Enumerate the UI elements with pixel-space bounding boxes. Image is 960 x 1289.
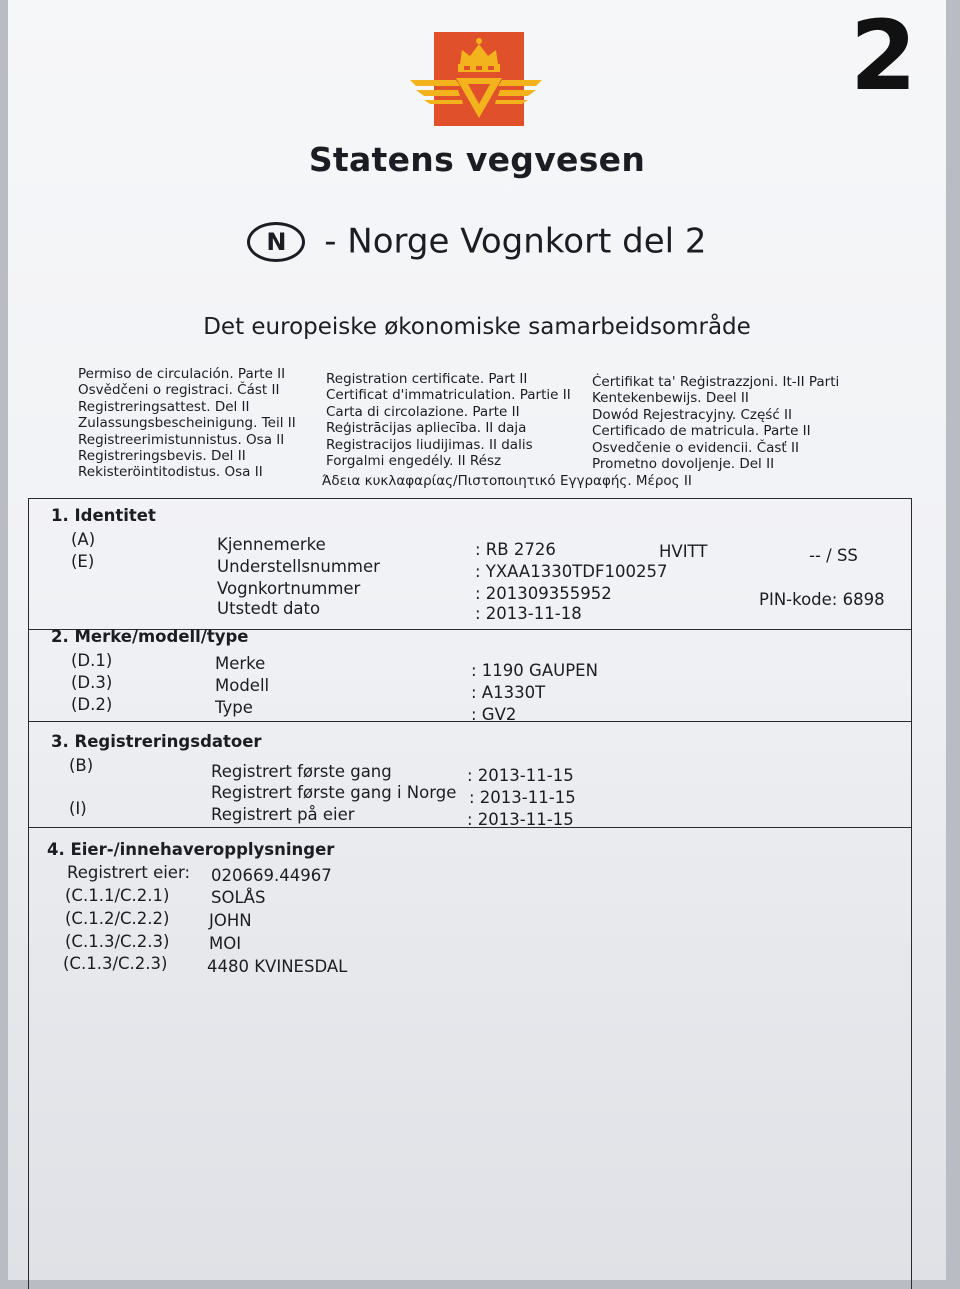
section-merke-title: 2. Merke/modell/type xyxy=(51,627,249,646)
label-modell: Modell xyxy=(215,676,270,695)
value-registrert-pa-eier: : 2013-11-15 xyxy=(467,810,574,829)
field-code: (C.1.1/C.2.1) xyxy=(65,886,170,905)
value-color: HVITT xyxy=(659,542,708,561)
language-line: Forgalmi engedély. II Rész xyxy=(326,453,502,470)
language-column-1 xyxy=(78,366,296,481)
language-line: Ċertifikat ta' Reġistrazzjoni. It-II Parti xyxy=(592,374,840,390)
language-line: Registracijos liudijimas. II dalis xyxy=(326,436,533,453)
label-registrert-eier: Registrert eier: xyxy=(67,863,191,882)
document-title xyxy=(8,220,946,262)
section-identitet-title: 1. Identitet xyxy=(51,506,156,525)
field-code: (E) xyxy=(71,552,95,571)
language-line: Certificado de matricula. Parte II xyxy=(592,423,811,440)
field-code: (D.2) xyxy=(71,695,113,714)
label-utstedt-dato: Utstedt dato xyxy=(217,599,321,618)
value-modell: : A1330T xyxy=(471,683,546,702)
language-line: Registreerimistunnistus. Osa II xyxy=(78,431,285,448)
country-code-badge: N xyxy=(247,222,305,262)
value-vognkortnummer: : 201309355952 xyxy=(475,584,612,603)
language-line: Zulassungsbescheinigung. Teil II xyxy=(78,415,296,432)
section-registreringsdatoer-title: 3. Registreringsdatoer xyxy=(51,732,262,751)
value-owner-id: 020669.44967 xyxy=(211,866,332,885)
registration-form xyxy=(28,498,912,1289)
label-registrert-forste-gang: Registrert første gang xyxy=(211,762,392,781)
field-code: (C.1.2/C.2.2) xyxy=(65,909,170,928)
label-understellsnummer: Understellsnummer xyxy=(217,557,380,576)
language-line: Osvědčeni o registraci. Část II xyxy=(78,382,280,399)
label-registrert-forste-gang-norge: Registrert første gang i Norge xyxy=(211,783,457,802)
language-line: Registreringsbevis. Del II xyxy=(78,448,246,465)
field-code: (D.1) xyxy=(71,651,113,670)
value-first-name: JOHN xyxy=(209,911,252,930)
language-line: Rekisteröintitodistus. Osa II xyxy=(78,464,263,481)
value-kjennemerke: : RB 2726 xyxy=(475,540,556,559)
eea-subtitle: Det europeiske økonomiske samarbeidsområde xyxy=(203,314,751,340)
value-type: : GV2 xyxy=(471,705,517,724)
label-merke: Merke xyxy=(215,654,266,673)
language-line: Dowód Rejestracyjny. Część II xyxy=(592,406,792,423)
language-line: Registration certificate. Part II xyxy=(326,371,528,387)
language-line: Reģistrācijas apliecība. II daja xyxy=(326,420,527,437)
value-registrert-forste-gang-norge: : 2013-11-15 xyxy=(469,788,576,807)
language-line: Carta di circolazione. Parte II xyxy=(326,403,520,420)
section-divider xyxy=(29,827,911,828)
language-line-greek: Άδεια κυκλαφαρίας/Πιστοποιητικό Εγγραφής. Μέρος II xyxy=(322,473,692,489)
field-code: (A) xyxy=(71,530,96,549)
field-code: (C.1.3/C.2.3) xyxy=(65,932,170,951)
value-pin-code: PIN-kode: 6898 xyxy=(759,590,885,609)
field-code: (D.3) xyxy=(71,673,113,692)
document-part-number: 2 xyxy=(850,0,917,112)
label-type: Type xyxy=(215,698,253,717)
language-column-3 xyxy=(592,374,839,472)
value-utstedt-dato: : 2013-11-18 xyxy=(475,604,582,623)
vehicle-registration-document xyxy=(8,0,946,1280)
language-line: Osvedčenie o evidencii. Časť II xyxy=(592,439,799,456)
language-line: Permiso de circulación. Parte II xyxy=(78,366,286,382)
field-code: (B) xyxy=(69,756,94,775)
document-title-text: - Norge Vognkort del 2 xyxy=(324,221,707,262)
language-line: Kentekenbewijs. Deel II xyxy=(592,390,749,407)
value-merke: : 1190 GAUPEN xyxy=(471,661,598,680)
label-vognkortnummer: Vognkortnummer xyxy=(217,579,361,598)
value-understellsnummer: : YXAA1330TDF100257 xyxy=(475,562,668,581)
language-line: Prometno dovoljenje. Del II xyxy=(592,456,775,473)
language-line: Registreringsattest. Del II xyxy=(78,398,250,415)
language-column-2 xyxy=(326,371,571,469)
language-line: Certificat d'immatriculation. Partie II xyxy=(326,387,571,404)
section-divider xyxy=(29,721,911,722)
field-code: (C.1.3/C.2.3) xyxy=(63,954,168,973)
value-address: MOI xyxy=(209,934,242,953)
section-eier-title: 4. Eier-/innehaveropplysninger xyxy=(47,840,335,859)
value-surname: SOLÅS xyxy=(211,888,266,907)
value-postal-city: 4480 KVINESDAL xyxy=(207,957,348,976)
statens-vegvesen-logo xyxy=(406,28,546,128)
label-registrert-pa-eier: Registrert på eier xyxy=(211,805,355,824)
agency-name: Statens vegvesen xyxy=(308,140,646,179)
field-code: (I) xyxy=(69,799,87,818)
label-kjennemerke: Kjennemerke xyxy=(217,535,326,554)
value-ss-code: -- / SS xyxy=(809,546,858,565)
value-registrert-forste-gang: : 2013-11-15 xyxy=(467,766,574,785)
